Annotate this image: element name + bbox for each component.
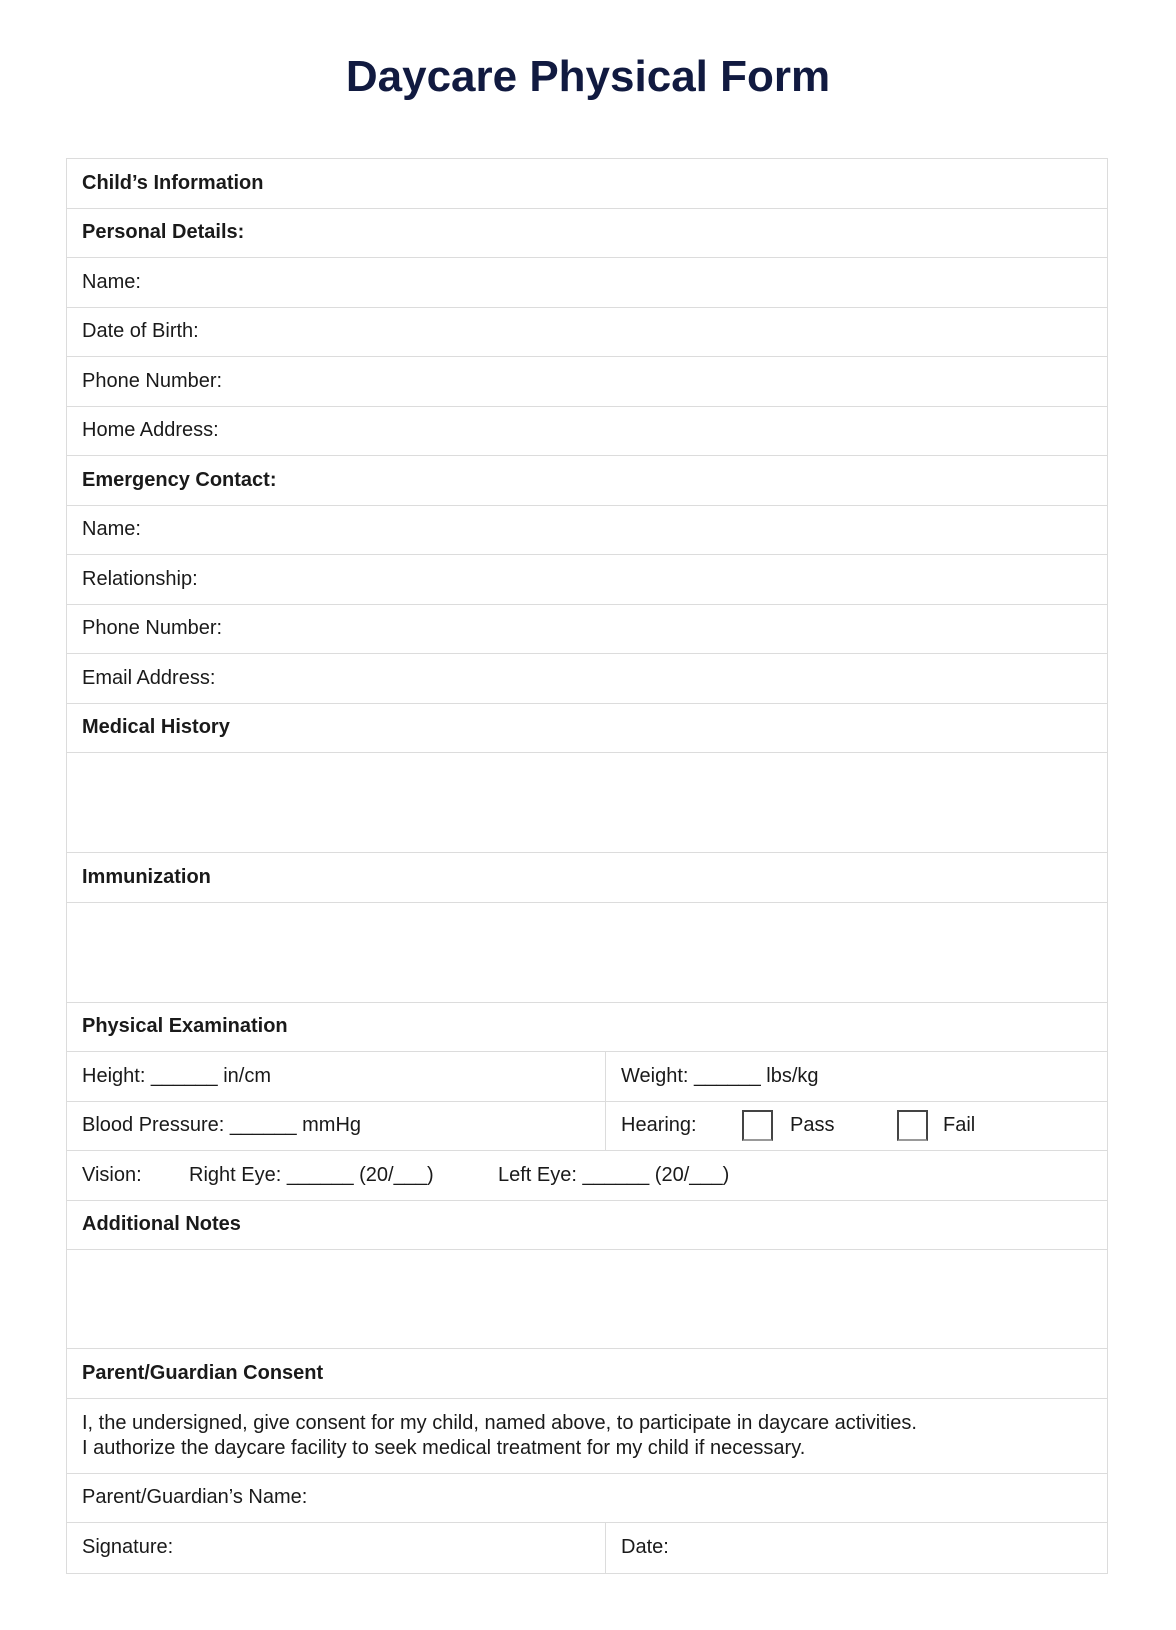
- consent-heading: Parent/Guardian Consent: [82, 1361, 324, 1384]
- hearing-label: Hearing:: [621, 1114, 697, 1137]
- medical-history-heading: Medical History: [82, 716, 230, 739]
- hearing-pass-checkbox[interactable]: [742, 1110, 773, 1141]
- field-label: Parent/Guardian’s Name:: [82, 1486, 308, 1509]
- page-title: Daycare Physical Form: [345, 52, 831, 101]
- child-info-heading: Child’s Information: [82, 171, 264, 194]
- phone-number-field[interactable]: [67, 357, 1107, 407]
- fail-label: Fail: [943, 1114, 976, 1137]
- field-label: Relationship:: [82, 567, 198, 590]
- section-header-additional-notes: [67, 1201, 1107, 1251]
- right-eye-field[interactable]: Right Eye: ______ (20/___): [189, 1163, 434, 1186]
- emergency-name-field[interactable]: [67, 506, 1107, 556]
- bp-hearing-row: [67, 1102, 1107, 1152]
- blood-pressure-field[interactable]: Blood Pressure: ______ mmHg: [67, 1102, 606, 1151]
- vision-row: [67, 1151, 1107, 1201]
- emergency-contact-heading: Emergency Contact:: [82, 468, 277, 491]
- hearing-fail-checkbox[interactable]: [897, 1110, 928, 1141]
- field-label: Name:: [82, 270, 141, 293]
- consent-line-2: I authorize the daycare facility to seek medical treatment for my child if necessary.: [82, 1436, 806, 1459]
- section-header-immunization: [67, 853, 1107, 903]
- additional-notes-area[interactable]: [67, 1250, 1107, 1349]
- email-address-field[interactable]: [67, 654, 1107, 704]
- medical-history-area[interactable]: [67, 753, 1107, 853]
- emergency-phone-field[interactable]: [67, 605, 1107, 655]
- field-label: Phone Number:: [82, 369, 223, 392]
- field-label: Home Address:: [82, 419, 219, 442]
- hearing-field: [606, 1102, 1107, 1151]
- physical-form: [66, 158, 1108, 1574]
- vision-label: Vision:: [82, 1163, 142, 1186]
- relationship-field[interactable]: [67, 555, 1107, 605]
- left-eye-field[interactable]: Left Eye: ______ (20/___): [498, 1163, 730, 1186]
- immunization-area[interactable]: [67, 903, 1107, 1003]
- section-header-physical-exam: [67, 1003, 1107, 1053]
- immunization-heading: Immunization: [82, 865, 211, 888]
- field-label: Date of Birth:: [82, 320, 199, 343]
- consent-text: [67, 1399, 917, 1473]
- section-header-child-info: [67, 159, 1107, 209]
- height-weight-row: [67, 1052, 1107, 1102]
- guardian-name-field[interactable]: [67, 1474, 1107, 1524]
- section-header-personal-details: [67, 209, 1107, 259]
- consent-line-1: I, the undersigned, give consent for my child, named above, to participate in daycare activities.: [82, 1411, 917, 1434]
- field-label: Phone Number:: [82, 617, 223, 640]
- personal-details-heading: Personal Details:: [82, 221, 245, 244]
- vision-field: [67, 1151, 729, 1200]
- section-header-medical-history: [67, 704, 1107, 754]
- section-header-emergency-contact: [67, 456, 1107, 506]
- home-address-field[interactable]: [67, 407, 1107, 457]
- field-label: Name:: [82, 518, 141, 541]
- signature-field[interactable]: Signature:: [67, 1523, 606, 1573]
- physical-exam-heading: Physical Examination: [82, 1015, 288, 1038]
- signature-date-row: [67, 1523, 1107, 1573]
- weight-field[interactable]: Weight: ______ lbs/kg: [621, 1064, 819, 1087]
- child-name-field[interactable]: [67, 258, 1107, 308]
- consent-text-row: [67, 1399, 1107, 1474]
- height-field[interactable]: Height: ______ in/cm: [67, 1052, 606, 1101]
- date-field[interactable]: Date:: [621, 1536, 669, 1559]
- field-label: Email Address:: [82, 666, 216, 689]
- pass-label: Pass: [790, 1114, 835, 1137]
- date-of-birth-field[interactable]: [67, 308, 1107, 358]
- section-header-consent: [67, 1349, 1107, 1399]
- additional-notes-heading: Additional Notes: [82, 1213, 241, 1236]
